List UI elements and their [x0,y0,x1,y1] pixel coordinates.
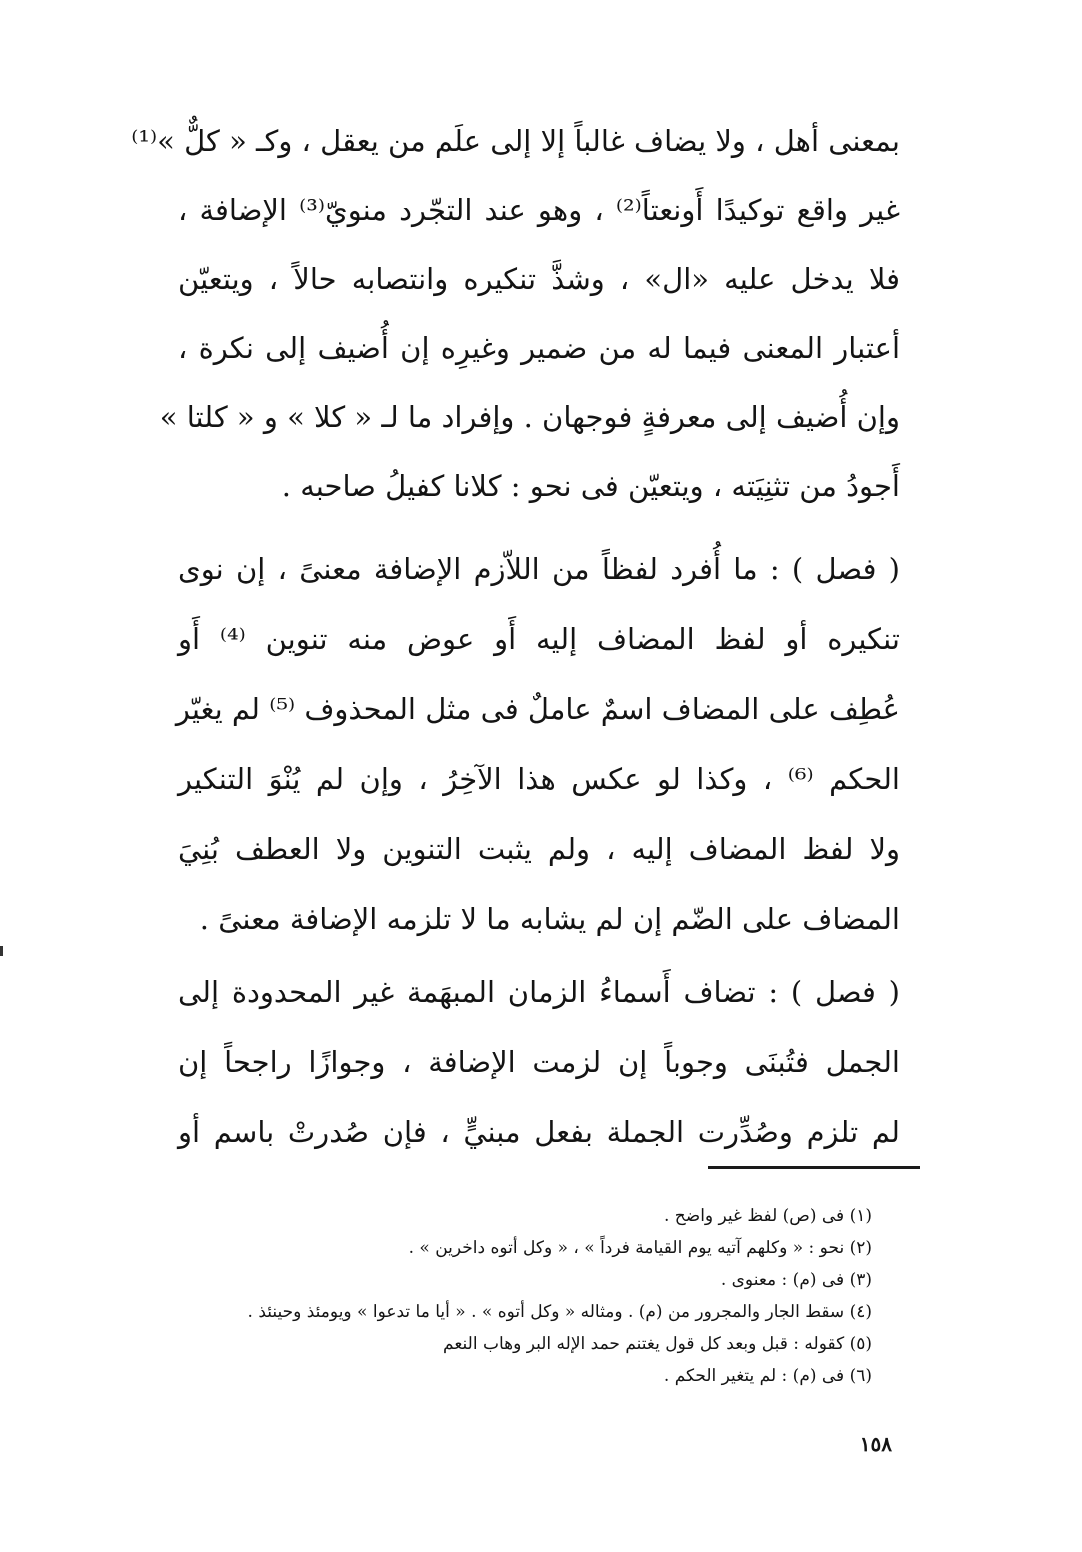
footnote: (١) فى (ص) لفظ غير واضح . [663,1206,872,1226]
text-line: ( فصل ) : ما أُفرد لفظاً من اللاّزم الإضافة معنىً ، إن نوى [178,552,900,586]
text-line: ( فصل ) : تضاف أَسماءُ الزمان المبهَمة غير المحدودة إلى [178,975,900,1009]
paragraph-2 [175,534,900,954]
footnote: (٥) كقوله : قبل وبعد كل قول يغتنم حمد الإله البر وهاب النعم [443,1334,872,1354]
footnote: (٣) فى (م) : معنوى . [720,1270,872,1290]
text-line: أعتبار المعنى فيما له من ضمير وغيرِه إن أُضيف إلى نكرة ، [178,331,900,365]
margin-mark [0,946,3,956]
footnote-separator [708,1166,920,1169]
footnote: (٢) نحو : « وكلهم آتيه يوم القيامة فرداً » ، « وكل أتوه داخرين » . [408,1238,872,1258]
footnotes [150,1200,872,1392]
text-line: ولا لفظ المضاف إليه ، ولم يثبت التنوين ولا العطف بُنِيَ [178,832,900,866]
text-line: لم تلزم وصُدِّرت الجملة بفعل مبنيٍّ ، فإن صُدرتْ باسم أو [178,1115,900,1149]
footnote: (٦) فى (م) : لم يتغير الحكم . [663,1366,872,1386]
text-line: غير واقع توكيدًا أَونعتاً⁽²⁾ ، وهو عند التجّرد منويّ⁽³⁾ الإضافة ، [178,193,901,227]
text-line: المضاف على الضّم إن لم يشابه ما لا تلزمه الإضافة معنىً . [199,902,900,936]
text-line: وإن أُضيف إلى معرفةٍ فوجهان . وإفراد ما لـ « كلا » و « كلتا » [159,400,900,434]
text-line: بمعنى أهل ، ولا يضاف غالباً إلا إلى علَم من يعقل ، وكـ « كلٌّ »⁽¹⁾ [131,124,900,158]
text-line: أَجودُ من تثنِيَته ، ويتعيّن فى نحو : كلانا كفيلُ صاحبه . [281,469,900,503]
paragraph-3 [178,957,900,1167]
footnote: (٤) سقط الجار والمجرور من (م) . ومثاله « وكل أتوه » . « أيا ما تدعوا » ويومئذ وحينئذ . [247,1302,872,1322]
text-line: فلا يدخل عليه «ال» ، وشذَّ تنكيره وانتصابه حالاً ، ويتعيّن [178,262,900,296]
text-line: الجمل فتُبنَى وجوباً إن لزمت الإضافة ، وجوازًا راجحاً إن [178,1045,900,1079]
text-line: عُطِف على المضاف اسمٌ عاملٌ فى مثل المحذوف ⁽⁵⁾ لم يغيّر [175,692,900,726]
text-line: تنكيره أو لفظ المضاف إليه أَو عوض منه تنوين ⁽⁴⁾ أَو [178,622,900,656]
text-line: الحكم ⁽⁶⁾ ، وكذا لو عكس هذا الآخِرُ ، وإن لم يُنْوَ التنكير [178,762,900,796]
page-number: ١٥٨ [859,1432,892,1456]
paragraph-1 [131,107,901,521]
